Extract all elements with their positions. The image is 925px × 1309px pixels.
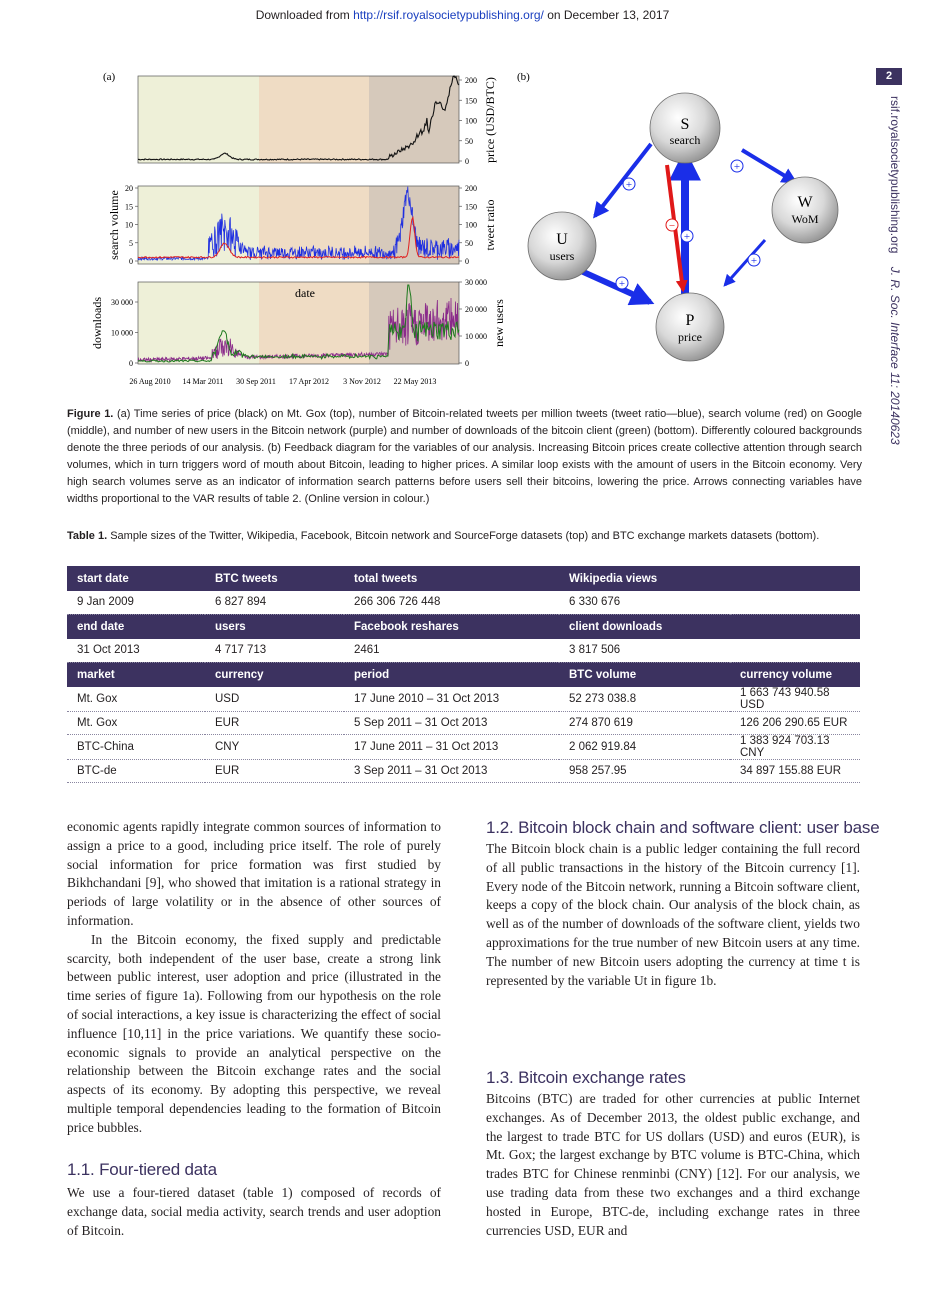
- date-axis: [129, 377, 436, 386]
- feedback-diagram: [528, 93, 838, 361]
- date-tick-label: 22 May 2013: [393, 377, 437, 386]
- search-tick-label: 10: [125, 220, 133, 230]
- price-axis: [459, 76, 477, 166]
- table-header-row: end date users Facebook reshares client downloads: [67, 614, 860, 639]
- table-header-row: market currency period BTC volume currency volume: [67, 662, 860, 687]
- right-paragraph-2-box: [486, 1090, 860, 1240]
- sidebar-site[interactable]: rsif.royalsocietypublishing.org: [888, 96, 902, 254]
- search-tweet-plot: [107, 184, 497, 266]
- date-tick-label: 14 Mar 2011: [182, 377, 224, 386]
- tweet-tick-label: 100: [465, 220, 477, 230]
- sidebar-text: [888, 96, 902, 445]
- tweet-tick-label: 150: [465, 202, 477, 212]
- page-number: 2: [876, 68, 902, 85]
- table-row: BTC-de EUR 3 Sep 2011 – 31 Oct 2013 958 257.95 34 897 155.88 EUR: [67, 760, 860, 783]
- price-tick-label: 150: [465, 96, 477, 106]
- search-tick-label: 15: [125, 202, 133, 212]
- search-tick-label: 5: [129, 238, 133, 248]
- table-row: 31 Oct 2013 4 717 713 2461 3 817 506: [67, 639, 860, 662]
- search-tick-label: 0: [129, 257, 133, 266]
- downloads-tick-label: 10 000: [111, 328, 133, 338]
- tweet-axis: [459, 184, 477, 266]
- svg-text:users: users: [549, 249, 575, 263]
- left-paragraph-2: In the Bitcoin economy, the fixed supply and predictable scarcity, both independent of the user base, create a strong link between public interest, user adoption and price (illustrated in the time series of figure 1a). Following from our hypothesis on the role of social interactions, a key issue is characterizing the effect of social influence [10,11] in the price variations. We quantify these socio-economic signals to provide an analytical perspective on the relationship between the Bitcoin exchange rates and the social aspects of its economy. By adopting this perspective, we reveal multiple temporal dependencies leading to the formation of Bitcoin price bubbles.: [67, 931, 441, 1135]
- downloads-tick-label: 30 000: [111, 298, 133, 307]
- right-paragraph-1-box: [486, 840, 860, 990]
- panel-b-label: (b): [517, 71, 530, 83]
- price-tick-label: 200: [465, 76, 477, 85]
- price-tick-label: 100: [465, 116, 477, 126]
- users-tick-label: 10 000: [465, 332, 487, 341]
- date-tick-label: 26 Aug 2010: [129, 377, 171, 386]
- svg-text:price: price: [678, 330, 702, 344]
- sidebar-journal: J. R. Soc. Interface 11: 20140623: [888, 266, 902, 445]
- svg-text:−: −: [668, 220, 676, 232]
- table-row: Mt. Gox USD 17 June 2010 – 31 Oct 2013 52 273 038.8 1 663 743 940.58 USD: [67, 687, 860, 712]
- left-paragraph-1: economic agents rapidly integrate common sources of information to assign a price to a good, including price itself. The role of purely social information for price formation was first studied by Bikhchandani [9], who showed that imitation is a rational strategy in periods of large volatility or in the absence of other sources of information.: [67, 819, 441, 928]
- section-heading-1-3: 1.3. Bitcoin exchange rates: [486, 1068, 686, 1087]
- svg-text:P: P: [685, 312, 695, 329]
- price-tick-label: 50: [465, 136, 473, 146]
- search-axis-label: search volume: [107, 190, 121, 260]
- svg-text:+: +: [618, 278, 626, 290]
- svg-text:+: +: [750, 255, 758, 267]
- svg-text:W: W: [797, 194, 813, 211]
- search-tick-label: 20: [125, 184, 133, 193]
- node-wom[interactable]: [772, 177, 838, 243]
- sign-s-u: [623, 178, 635, 191]
- arrow-s-to-w: [742, 150, 795, 182]
- source-link[interactable]: http://rsif.royalsocietypublishing.org/: [353, 8, 544, 22]
- period-3-bg-bot: [369, 282, 459, 364]
- table-row: BTC-China CNY 17 June 2011 – 31 Oct 2013 2 062 919.84 1 383 924 703.13 CNY: [67, 735, 860, 760]
- tweet-tick-label: 50: [465, 238, 473, 248]
- period-2-bg: [259, 76, 369, 163]
- download-notice: Downloaded from http://rsif.royalsocietypublishing.org/ on December 13, 2017: [255, 8, 670, 22]
- period-3-bg: [369, 76, 459, 163]
- top-x-label: date: [295, 286, 315, 300]
- svg-text:U: U: [556, 231, 568, 248]
- table-row: 9 Jan 2009 6 827 894 266 306 726 448 6 330 676: [67, 591, 860, 614]
- downloads-axis: [111, 298, 138, 368]
- svg-text:WoM: WoM: [791, 212, 819, 226]
- users-tick-label: 30 000: [465, 278, 487, 287]
- price-axis-label: price (USD/BTC): [483, 77, 497, 163]
- svg-text:+: +: [733, 161, 741, 173]
- node-users[interactable]: [528, 212, 596, 280]
- users-tick-label: 20 000: [465, 305, 487, 314]
- table-row: Mt. Gox EUR 5 Sep 2011 – 31 Oct 2013 274 870 619 126 206 290.65 EUR: [67, 712, 860, 735]
- tweet-tick-label: 200: [465, 184, 477, 193]
- date-tick-label: 30 Sep 2011: [236, 377, 276, 386]
- left-paragraph-3-box: [67, 1184, 441, 1240]
- svg-text:+: +: [625, 179, 633, 191]
- arrow-s-to-u: [595, 144, 651, 216]
- table-1: [67, 566, 860, 783]
- downloads-axis-label: downloads: [90, 297, 104, 349]
- panel-a-label: (a): [103, 71, 116, 83]
- sign-s-w: [731, 160, 743, 173]
- period-1-bg: [138, 76, 259, 163]
- table-caption: Table 1. Sample sizes of the Twitter, Wikipedia, Facebook, Bitcoin network and SourceForge datasets (top) and BTC exchange markets datasets (bottom).: [67, 530, 820, 542]
- tweet-tick-label: 0: [465, 257, 469, 266]
- right-paragraph-1: The Bitcoin block chain is a public ledger containing the full record of all public transactions in the history of the Bitcoin currency [1]. Every node of the Bitcoin network, running a Bitcoin software client, keeps a copy of the block chain. Our analysis of the block chain, as well as of the number of downloads of the software client, yields two approximations for the true number of new Bitcoin users at any time. The number of new Bitcoin users adopting the currency at time t is represented by the variable Ut in figure 1b.: [486, 841, 860, 988]
- section-heading-1-2: 1.2. Bitcoin block chain and software client: user base: [486, 818, 880, 837]
- users-tick-label: 0: [465, 359, 469, 368]
- left-paragraph-3: We use a four-tiered dataset (table 1) composed of records of exchange data, social media activity, search trends and user adoption of Bitcoin.: [67, 1185, 441, 1238]
- svg-text:S: S: [680, 116, 690, 133]
- right-paragraph-2: Bitcoins (BTC) are traded for other currencies at public Internet exchanges. As of December 2013, the oldest public exchange, and the largest to trade BTC for US dollars (USD) and euros (EUR), is Mt. Gox; the largest exchange by BTC volume is BTC-China, which trades BTC for Chinese renminbi (CNY) [12]. For our analysis, we use trading data from these two exchanges and a third exchange hosted in Europe, BTC-de, including exchange rates in three currencies USD, EUR and: [486, 1091, 860, 1238]
- section-heading-1-1: 1.1. Four-tiered data: [67, 1160, 217, 1179]
- downloads-tick-label: 0: [129, 359, 133, 368]
- price-tick-label: 0: [465, 157, 469, 166]
- date-tick-label: 17 Apr 2012: [289, 377, 329, 386]
- tweet-axis-label: tweet ratio: [483, 199, 497, 251]
- left-column: [67, 818, 441, 1138]
- figure-1: [90, 70, 870, 400]
- users-axis: [459, 278, 487, 368]
- svg-text:search: search: [669, 133, 701, 147]
- node-search[interactable]: [650, 93, 720, 163]
- svg-text:+: +: [683, 231, 691, 243]
- price-plot: [138, 76, 497, 166]
- node-price[interactable]: [656, 293, 724, 361]
- sign-w-p: [748, 254, 760, 267]
- journal-sidebar: [886, 96, 906, 466]
- search-axis: [125, 184, 138, 266]
- figure-caption: Figure 1. (a) Time series of price (black) on Mt. Gox (top), number of Bitcoin-related tweets per million tweets (tweet ratio—blue), search volume (red) on Google (middle), and number of new users in the Bitcoin network (purple) and number of downloads of the bitcoin client (green) (bottom). Differently coloured backgrounds denote the three periods of our analysis. (b) Feedback diagram for the variables of our analysis. Increasing Bitcoin prices create collective attention through search volumes, which in turn triggers word of mouth about Bitcoin, leading to higher prices. A similar loop exists with the amount of users in the Bitcoin economy. Very high search volumes serve as an indicator of information search patterns before users sell their bitcoins, lowering the price. Arrows connecting variables have widths proportional to the VAR results of table 2. (Online version in colour.): [67, 408, 863, 505]
- date-tick-label: 3 Nov 2012: [343, 377, 381, 386]
- users-axis-label: new users: [492, 299, 506, 347]
- table-header-row: start date BTC tweets total tweets Wikipedia views: [67, 566, 860, 591]
